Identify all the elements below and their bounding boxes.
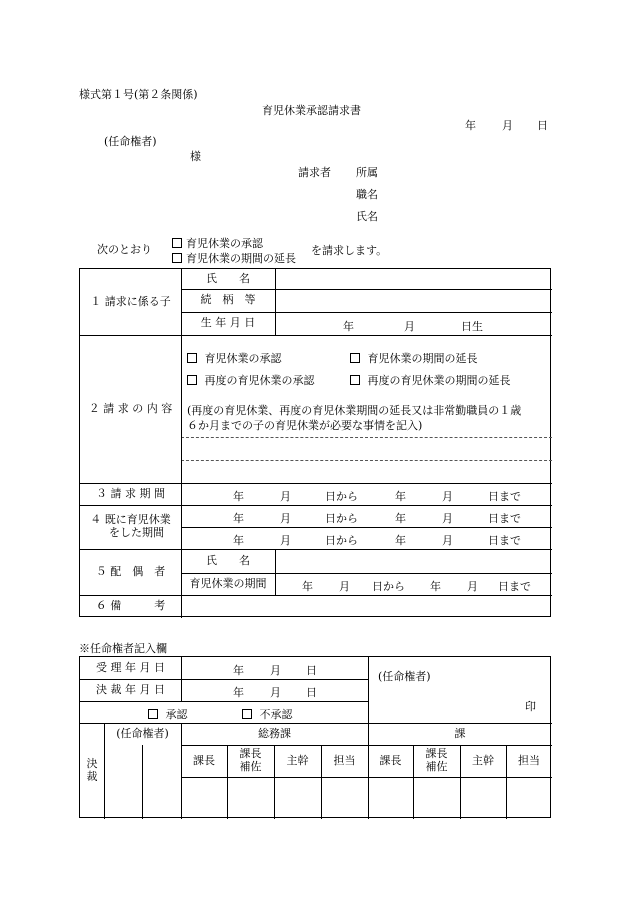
approve-option[interactable]: 承認 (148, 706, 188, 722)
child-birth-label: 生 年 月 日 (200, 316, 256, 330)
spouse-period-label: 育児休業の期間 (189, 576, 267, 590)
role-chief: 課長 (379, 753, 402, 767)
position-label: 職名 (356, 188, 378, 201)
date-year-label: 年 (465, 119, 476, 132)
form-title: 育児休業承認請求書 (262, 104, 361, 117)
spouse-month: 月 (467, 580, 478, 593)
checkbox-icon (172, 253, 182, 263)
spouse-year: 年 (430, 580, 441, 593)
role-principal: 主幹 (286, 753, 309, 767)
row6-label: ６ 備 考 (95, 599, 166, 613)
checkbox-icon (187, 353, 197, 363)
request-table (79, 268, 551, 617)
period-month: 月 (280, 490, 291, 503)
role-deputy: 課長補佐 (425, 747, 448, 773)
appointer-label: (任命権者) (104, 135, 157, 148)
option-extension[interactable]: 育児休業の期間の延長 (350, 350, 478, 366)
option-approval[interactable]: 育児休業の承認 (187, 350, 282, 366)
period-year: 年 (395, 512, 406, 525)
period-month: 月 (442, 512, 453, 525)
received-day: 日 (306, 664, 317, 677)
kessai-appointer-label: (任命権者) (116, 726, 169, 740)
disapprove-option[interactable]: 不承認 (242, 706, 293, 722)
period-month: 月 (280, 512, 291, 525)
role-deputy: 課長補佐 (239, 747, 262, 773)
received-year: 年 (233, 664, 244, 677)
appointer-box-label: (任命権者) (378, 670, 431, 683)
period-from: 日から (325, 534, 358, 547)
birth-month: 月 (404, 320, 415, 333)
requester-label: 請求者 (298, 166, 331, 179)
section-label: 課 (454, 726, 466, 740)
note-line-1: (再度の育児休業、再度の育児休業期間の延長又は非常勤職員の１歳 (187, 404, 522, 417)
spouse-until: 日まで (498, 580, 531, 593)
general-affairs-label: 総務課 (258, 726, 291, 740)
period-until: 日まで (488, 512, 521, 525)
period-month: 月 (442, 534, 453, 547)
period-from: 日から (325, 512, 358, 525)
kessai-label: 決裁 (86, 757, 98, 783)
sama-label: 様 (190, 150, 201, 163)
date-day-label: 日 (537, 119, 548, 132)
decision-year: 年 (233, 686, 244, 699)
checkbox-icon (350, 353, 360, 363)
date-month-label: 月 (502, 119, 513, 132)
spouse-month: 月 (339, 580, 350, 593)
period-until: 日まで (488, 490, 521, 503)
decision-day: 日 (306, 686, 317, 699)
period-month: 月 (442, 490, 453, 503)
period-until: 日まで (488, 534, 521, 547)
appointer-table (79, 656, 551, 818)
option-reextension[interactable]: 再度の育児休業の期間の延長 (350, 372, 511, 388)
request-option-approval[interactable]: 育児休業の承認 (172, 235, 263, 251)
request-prefix: 次のとおり (97, 243, 152, 256)
child-relation-label: 続 柄 等 (200, 293, 256, 307)
role-staff: 担当 (518, 753, 540, 767)
row4-label-line2: をした期間 (109, 526, 164, 539)
checkbox-icon (242, 709, 252, 719)
option-reapproval[interactable]: 再度の育児休業の承認 (187, 372, 315, 388)
row4-label-line1: ４ 既に育児休業 (90, 513, 171, 527)
period-month: 月 (280, 534, 291, 547)
spouse-from: 日から (372, 580, 405, 593)
row2-label: ２ 請 求 の 内 容 (88, 401, 173, 415)
period-from: 日から (325, 490, 358, 503)
role-chief: 課長 (193, 753, 215, 767)
checkbox-icon (172, 238, 182, 248)
affiliation-label: 所属 (356, 166, 378, 179)
birth-year: 年 (343, 320, 354, 333)
checkbox-icon (148, 709, 158, 719)
role-principal: 主幹 (472, 753, 494, 767)
spouse-year: 年 (302, 580, 313, 593)
checkbox-icon (350, 375, 360, 385)
form-number: 様式第１号(第２条関係) (79, 88, 198, 101)
received-date-label: 受 理 年 月 日 (96, 660, 165, 674)
period-year: 年 (233, 490, 244, 503)
name-label: 氏名 (356, 210, 378, 223)
period-year: 年 (395, 490, 406, 503)
checkbox-icon (187, 375, 197, 385)
row1-label: １ 請求に係る子 (90, 294, 171, 308)
period-year: 年 (233, 534, 244, 547)
received-month: 月 (270, 664, 281, 677)
spouse-name-label: 氏 名 (206, 553, 250, 567)
row5-label: ５ 配 偶 者 (95, 564, 166, 578)
request-suffix: を請求します。 (311, 244, 388, 257)
row3-label: ３ 請 求 期 間 (96, 486, 165, 500)
child-name-label: 氏 名 (206, 271, 250, 285)
decision-month: 月 (270, 686, 281, 699)
seal-label: 印 (525, 700, 536, 713)
birth-day: 日生 (461, 320, 483, 333)
request-option-extension[interactable]: 育児休業の期間の延長 (172, 250, 296, 266)
note-line-2: ６か月までの子の育児休業が必要な事情を記入) (187, 419, 423, 432)
decision-date-label: 決 裁 年 月 日 (96, 682, 165, 696)
section-title: ※任命権者記入欄 (79, 642, 167, 655)
role-staff: 担当 (333, 753, 356, 767)
row4-label (80, 505, 181, 549)
period-year: 年 (233, 512, 244, 525)
period-year: 年 (395, 534, 406, 547)
